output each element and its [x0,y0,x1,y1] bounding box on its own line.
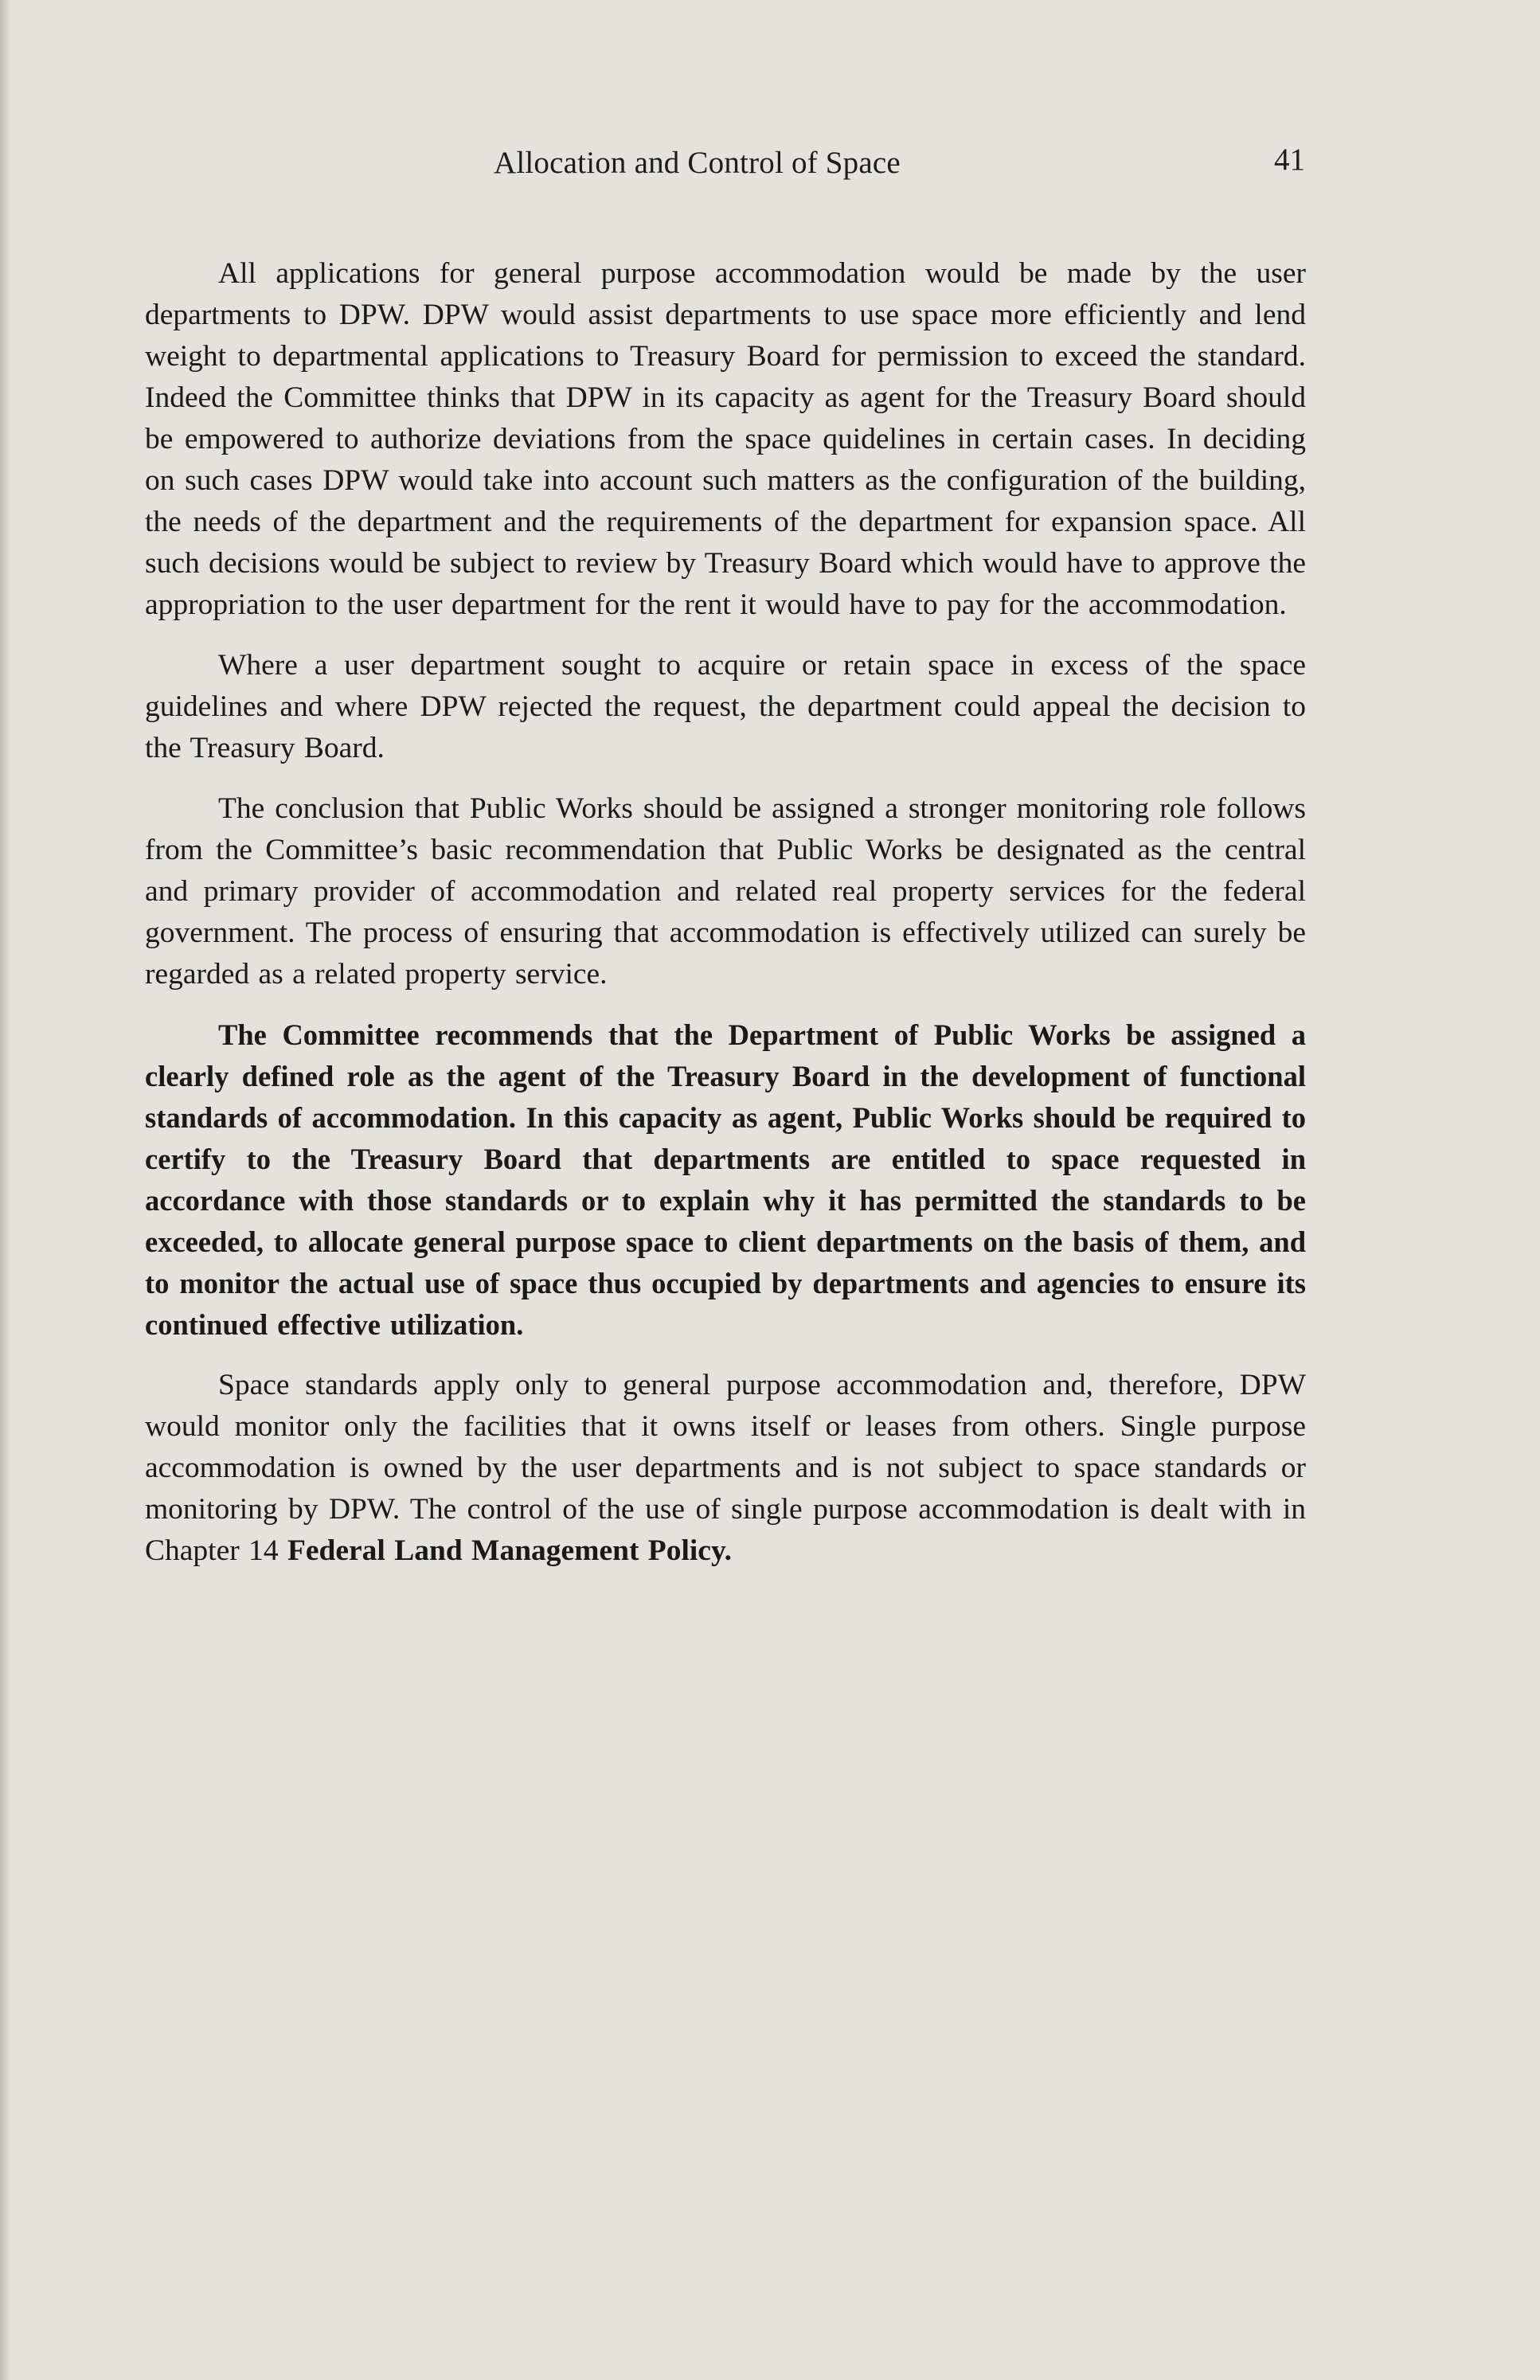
body-text [145,253,1306,1572]
paragraph-appeal: Where a user department sought to acquire or retain space in excess of the space guidelines and where DPW rejected the request, the department could appeal the decision to the Treasury Board. [145,649,1306,764]
paragraph-monitoring-role: The conclusion that Public Works should be assigned a stronger monitoring role follows from the Committee’s basic recommendation that Public Works be designated as the central and primary provider of accommodation and related real property services for the federal government. The process of ensuring that accommodation is effectively utilized can surely be regarded as a related property service. [145,792,1306,991]
running-title: Allocation and Control of Space [494,146,901,180]
paragraph-applications: All applications for general purpose accommodation would be made by the user departments to DPW. DPW would assist departments to use space more efficiently and lend weight to departmental applications to Treasury Board for permission to exceed the standard. Indeed the Committee thinks that DPW in its capacity as agent for the Treasury Board should be empowered to authorize deviations from the space quidelines in certain cases. In deciding on such cases DPW would take into account such matters as the configuration of the building, the needs of the department and the requirements of the department for expansion space. All such decisions would be subject to review by Treasury Board which would have to approve the appropriation to the user department for the rent it would have to pay for the accommodation. [145,257,1306,621]
book-spine-shadow [0,0,11,2380]
page-header [0,145,1540,193]
page-number: 41 [1274,143,1305,177]
paragraph-space-standards-text: Space standards apply only to general purpose accommodation and, therefore, DPW would monitor only the facilities that it owns itself or leases from others. Single purpose accommodation is owned by the user departments and is not subject to space standards or monitoring by DPW. The control of the use of single purpose accommodation is dealt with in Chapter 14 [145,1369,1306,1567]
paragraph-space-standards [145,1365,1306,1572]
chapter-reference: Federal Land Management Policy. [287,1534,732,1567]
recommendation-paragraph: The Committee recommends that the Department of Public Works be assigned a clearly defined role as the agent of the Treasury Board in the development of functional standards of accommodation. In this capacity as agent, Public Works should be required to certify to the Treasury Board that departments are entitled to space requested in accordance with those standards or to explain why it has permitted the standards to be exceeded, to allocate general purpose space to client departments on the basis of them, and to monitor the actual use of space thus occupied by departments and agencies to ensure its continued effective utilization. [145,1018,1306,1341]
